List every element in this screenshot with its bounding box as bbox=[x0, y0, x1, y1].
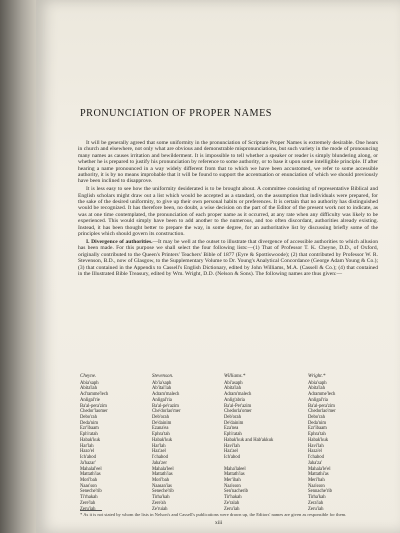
name-entry: Ich'abod bbox=[224, 455, 240, 461]
name-entry: Tir'hakah bbox=[224, 495, 242, 501]
name-entry: Mattath'ias bbox=[152, 472, 173, 478]
name-entry: De'dainim bbox=[152, 420, 172, 426]
name-entry: Zera'iah bbox=[308, 500, 324, 506]
column-header: Cheyne. bbox=[80, 374, 97, 379]
name-entry: Habak'kuk bbox=[80, 437, 101, 443]
name-entry: Havi'lah bbox=[308, 443, 324, 449]
body-text bbox=[78, 140, 378, 279]
name-entry: Naasan'ias bbox=[152, 483, 172, 489]
footnote: * As it is not stated by whom the lists in Nelson's and Cassell's publications were drawn up, the Editors' names are given as responsible for them. bbox=[80, 512, 347, 517]
name-entry: Haza'el bbox=[308, 449, 322, 455]
name-entry: Mori'bah bbox=[80, 477, 97, 483]
name-entry: Hazo'el bbox=[80, 449, 95, 455]
name-comparison-table bbox=[80, 374, 376, 512]
name-entry: Ze'ralah bbox=[224, 500, 240, 506]
paragraph-3 bbox=[78, 239, 378, 277]
name-entry: Jaha'za' bbox=[308, 460, 323, 466]
name-entry: Habak'kuk and Hab'akkuk bbox=[224, 437, 274, 443]
name-entry: Seneche'rib bbox=[80, 489, 102, 495]
name-entry: Deb'orah bbox=[152, 415, 169, 421]
name-entry: Haz'ael bbox=[224, 449, 238, 455]
name-entry: Abita'lah bbox=[224, 386, 241, 392]
name-entry: Ba'al-Per'azim bbox=[224, 403, 252, 409]
paragraph-2: It is less easy to see how the uniformity desiderated is to be brought about. A committee consisting of representative Biblical and English scholars might draw out a list which would be accepted as a standard, on the assumption that individuals were prepared, for the sake of the desired uniformity, to give up their own personal habits or preferences. It is certain that no authority has distinguished would be recognized. It has therefore been, no doubt, a wise decision on the part of the Editor of the present work not to indicate, as was at one time contemplated, the pronunciation of each proper name as it occurred, at any rate when any difficulty was likely to be experienced. This would simply have been to add another to the numerous, and too often discordant, authorities already existing. Instead, it has been thought better to prepare the way, in some degree, for an authoritative list by discussing briefly some of the principles which should govern its construction. bbox=[78, 186, 378, 238]
name-entry: Haz'ael bbox=[152, 449, 166, 455]
name-entry: Ich'abod bbox=[80, 455, 96, 461]
page-number: xiii bbox=[215, 520, 223, 526]
name-entry: Maha'laleel bbox=[224, 466, 246, 472]
name-entry: De'dainim bbox=[224, 420, 244, 426]
name-entry: Habak'kuk bbox=[308, 437, 329, 443]
column-header: Stevenson. bbox=[152, 374, 174, 379]
name-entry: Abia'saph bbox=[80, 380, 99, 386]
name-entry: Anligal'ria bbox=[308, 397, 328, 403]
name-entry: Ba'al-pera'zim bbox=[80, 403, 107, 409]
name-entry: Ab'itai'lah bbox=[152, 386, 172, 392]
name-entry: Ze'ruiah bbox=[152, 506, 168, 512]
name-entry: Ba'al-pera'zim bbox=[308, 403, 335, 409]
name-entry: Zeru'iah bbox=[224, 506, 240, 512]
name-entry: Ezr'ibaam bbox=[308, 426, 327, 432]
name-entry: Abita'lah bbox=[80, 386, 97, 392]
name-entry: Zere'lah bbox=[80, 500, 96, 506]
name-entry: Anligal'rie bbox=[80, 397, 100, 403]
name-entry: Jaha'zer bbox=[152, 460, 167, 466]
column-header: Wright.* bbox=[308, 374, 326, 379]
name-entry: I'chabod bbox=[152, 455, 168, 461]
name-entry: Ba'al-pe'razim bbox=[152, 403, 179, 409]
name-entry: Eph'ratah bbox=[224, 432, 242, 438]
column-entries bbox=[152, 381, 181, 513]
name-entry: Mahala'leel bbox=[152, 466, 174, 472]
name-entry: Chedorla'omer bbox=[224, 409, 252, 415]
column-williams bbox=[224, 374, 273, 512]
name-entry: Havi'lah bbox=[224, 443, 240, 449]
name-entry: Har'lah bbox=[152, 443, 166, 449]
name-entry: Mahala'le'el bbox=[308, 466, 331, 472]
name-entry: Mahalal'eel bbox=[80, 466, 102, 472]
name-entry: Zeru'iah bbox=[308, 506, 324, 512]
name-entry: Adramme'lech bbox=[308, 392, 336, 398]
name-entry: Naa'sson bbox=[308, 483, 325, 489]
name-entry: Eph'ratah bbox=[80, 432, 98, 438]
column-entries bbox=[308, 381, 336, 513]
name-entry: Mori'bah bbox=[152, 477, 169, 483]
paragraph-3-text: —It may be well at the outset to illustrate that divergence of accessible authorities to which allusion has been made. For this purpose we shall select the four following lists:—(1) That of Professor T. K. Cheyne, D.D., of Oxford, originally contributed to the Queen's Printers' Teachers' Bible of 1877 (Eyre & Spottiswoode); (2) that contributed by Professor W. R. Stevenson, B.D., now of Glasgow, to the Supplementary Volume to Dr. Young's Analytical Concordance (George Adam Young & Co.); (3) that contained in the Appendix to Cassell's English Dictionary, edited by John Williams, M.A. (Cassell & Co.); (4) that contained in the Illustrated Bible Treasury, edited by Wm. Wright, D.D. (Nelson & Sons). The following names are thus given:— bbox=[78, 238, 378, 277]
name-entry: Ephra'tah bbox=[308, 432, 326, 438]
name-entry: Debo'rah bbox=[308, 415, 325, 421]
name-entry: Deb'orah bbox=[224, 415, 241, 421]
column-entries bbox=[80, 381, 108, 513]
name-entry: Deda'nim bbox=[308, 420, 327, 426]
name-entry: Tirha'kah bbox=[152, 495, 170, 501]
name-entry: Sen'nacherib bbox=[224, 489, 249, 495]
name-entry: Anlig'abria bbox=[224, 397, 245, 403]
name-entry: Ja'hazar' bbox=[80, 460, 96, 466]
column-entries bbox=[224, 381, 273, 513]
name-entry: Abi'asaph bbox=[224, 380, 243, 386]
name-entry: Mattath'ias bbox=[224, 472, 245, 478]
section-label: I. Divergence of authorities. bbox=[86, 238, 153, 245]
name-entry: Ad'ramme'lech bbox=[80, 392, 109, 398]
column-wright bbox=[308, 374, 336, 512]
name-entry: Debo'rah bbox=[80, 415, 97, 421]
column-header: Williams.* bbox=[224, 374, 246, 379]
name-entry: Tirha'kah bbox=[308, 495, 326, 501]
name-entry: I'chabod bbox=[308, 455, 324, 461]
name-entry: Abita'lah bbox=[308, 386, 325, 392]
name-entry: Ezr'ibaam bbox=[80, 426, 99, 432]
name-entry: Zeru'iah bbox=[80, 506, 96, 512]
name-entry: Habak'kuk bbox=[152, 437, 173, 443]
name-entry: Ezana'ea bbox=[152, 426, 169, 432]
name-entry: Seneche'rib bbox=[152, 489, 174, 495]
page-heading: PRONUNCIATION OF PROPER NAMES bbox=[80, 108, 272, 119]
name-entry: Chedor'laomer bbox=[80, 409, 108, 415]
name-entry: Eza'nea bbox=[224, 426, 239, 432]
name-entry: Che'dorlao'mer bbox=[152, 409, 181, 415]
name-entry: Deda'nim bbox=[80, 420, 99, 426]
footnote-rule bbox=[80, 510, 102, 511]
name-entry: Ab'ia'saph bbox=[152, 380, 172, 386]
name-entry: Har'lah bbox=[80, 443, 94, 449]
name-entry: Adram'malech bbox=[152, 392, 180, 398]
name-entry: Meri'bah bbox=[308, 477, 325, 483]
name-entry: Naas'son bbox=[80, 483, 97, 489]
column-cheyne bbox=[80, 374, 108, 512]
name-entry: Ephra'tah bbox=[152, 432, 170, 438]
book-gutter-shadow bbox=[0, 0, 40, 533]
name-entry: Mer'ibah bbox=[224, 477, 241, 483]
name-entry: Naa'sson bbox=[224, 483, 241, 489]
name-entry: Chedorlao'mer bbox=[308, 409, 336, 415]
name-entry: Abia'saph bbox=[308, 380, 327, 386]
column-stevenson bbox=[152, 374, 181, 512]
name-entry: Adram'malech bbox=[224, 392, 252, 398]
name-entry: Mattath'ias bbox=[80, 472, 101, 478]
name-entry: Anligal'ria bbox=[152, 397, 172, 403]
name-entry: Zere'ah bbox=[152, 500, 166, 506]
paragraph-1: It will be generally agreed that some uniformity in the pronunciation of Scripture Proper Names is extremely desirable. One hears in church and elsewhere, not only what are obvious and demonstrable mispronunciations, but such variety in the mode of pronouncing many names as causes irritation and bewilderment. It is impossible to tell whether a speaker or reader is simply blundering along, or whether he is prepared to justify his pronunciation by reference to some authority, or to base it upon some intelligible principle. If after hearing a name pronounced in a way widely different from that to which we have been accustomed, we refer to some accessible authority, it is by no means improbable that it will be found to support the accentuation or enunciation of which we should previously have been inclined to disapprove. bbox=[78, 140, 378, 185]
name-entry: Ti'rhakah bbox=[80, 495, 98, 501]
name-entry: Mattathi'as bbox=[308, 472, 329, 478]
name-entry: Sennache'rib bbox=[308, 489, 333, 495]
